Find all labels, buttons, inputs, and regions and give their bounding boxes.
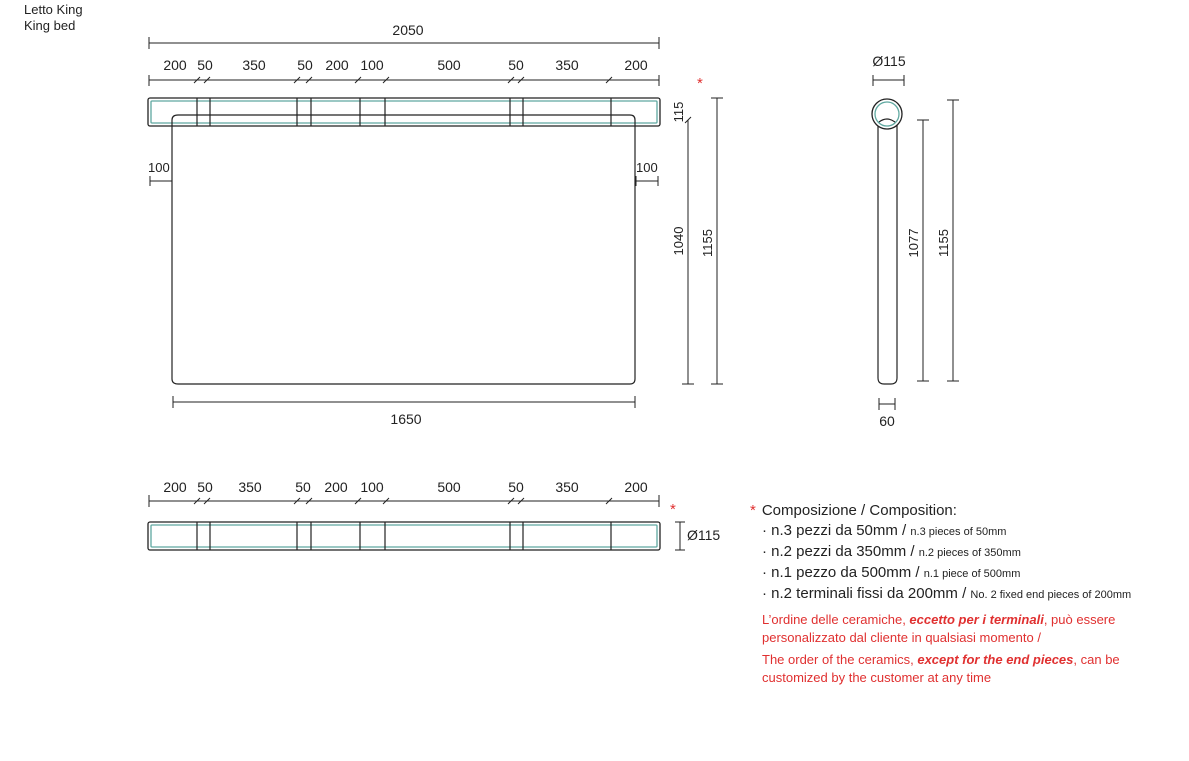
- legend-asterisk: *: [750, 502, 756, 519]
- panel-height-label: 1040: [671, 226, 686, 256]
- comp-diameter-label: Ø115: [687, 527, 721, 543]
- side-view: [872, 53, 959, 429]
- legend-heading-text: Composizione / Composition:: [761, 502, 957, 519]
- segment-label-6: 100: [360, 57, 384, 73]
- segment-label-3: 350: [242, 57, 266, 73]
- comp-segment-label-3: 350: [238, 479, 262, 495]
- legend-item-500-en: n.1 piece of 500mm: [923, 568, 1021, 580]
- comp-segment-label-2: 50: [197, 479, 213, 495]
- front-view: [148, 22, 723, 427]
- bottom-width-label: 1650: [390, 411, 422, 427]
- tube-height-label: 115: [671, 101, 686, 123]
- segment-label-9: 350: [555, 57, 579, 73]
- comp-segment-label-5: 200: [324, 479, 348, 495]
- legend-note-italian: [750, 611, 1180, 647]
- legend-item-350: [750, 542, 1180, 563]
- segment-label-4: 50: [297, 57, 313, 73]
- overall-width-label: 2050: [392, 22, 424, 38]
- comp-segment-label-7: 500: [437, 479, 461, 495]
- legend-item-50: [750, 521, 1180, 542]
- legend-item-200-en: No. 2 fixed end pieces of 200mm: [970, 589, 1132, 601]
- legend-item-500: [750, 563, 1180, 584]
- side-height-inner-label: 1077: [906, 228, 921, 258]
- segment-label-8: 50: [508, 57, 524, 73]
- title-english: King bed: [24, 18, 76, 33]
- comp-asterisk: *: [670, 501, 676, 518]
- comp-segment-label-8: 50: [508, 479, 524, 495]
- front-asterisk: *: [697, 75, 703, 92]
- comp-segment-label-6: 100: [360, 479, 384, 495]
- side-height-total-label: 1155: [936, 229, 951, 257]
- note-en-pre: The order of the ceramics,: [762, 652, 918, 667]
- note-it-pre: L’ordine delle ceramiche,: [762, 612, 910, 627]
- note-it-bold: eccetto per i terminali: [909, 612, 1044, 627]
- segment-label-5: 200: [325, 57, 349, 73]
- side-right-label: 100: [636, 160, 658, 175]
- comp-segment-label-1: 200: [163, 479, 187, 495]
- comp-segment-label-9: 350: [555, 479, 579, 495]
- legend-heading: [750, 501, 1180, 521]
- legend-item-50-en: n.3 pieces of 50mm: [910, 526, 1007, 538]
- legend-item-500-main: · n.1 pezzo da 500mm /: [762, 564, 924, 581]
- side-diameter-label: Ø115: [872, 53, 906, 69]
- legend-item-50-main: · n.3 pezzi da 50mm /: [762, 522, 911, 539]
- legend-note-english: [750, 651, 1180, 687]
- total-height-label: 1155: [700, 229, 715, 257]
- title-italian: Letto King: [24, 2, 83, 17]
- legend-item-200: [750, 584, 1180, 605]
- note-en-post: , can be customized by the customer at any time: [762, 652, 1120, 685]
- segment-label-2: 50: [197, 57, 213, 73]
- side-left-label: 100: [148, 160, 170, 175]
- comp-segment-label-10: 200: [624, 479, 648, 495]
- panel-thickness-label: 60: [879, 413, 895, 429]
- note-it-post: , può essere personalizzato dal cliente in qualsiasi momento /: [762, 612, 1116, 645]
- segment-label-7: 500: [437, 57, 461, 73]
- composition-legend: [750, 501, 1180, 687]
- legend-item-350-en: n.2 pieces of 350mm: [918, 547, 1021, 559]
- segment-label-10: 200: [624, 57, 648, 73]
- composition-view: [148, 479, 720, 550]
- legend-item-350-main: · n.2 pezzi da 350mm /: [762, 543, 919, 560]
- legend-item-200-main: · n.2 terminali fissi da 200mm /: [762, 585, 971, 602]
- note-en-bold: except for the end pieces: [917, 652, 1074, 667]
- comp-segment-label-4: 50: [295, 479, 311, 495]
- segment-label-1: 200: [163, 57, 187, 73]
